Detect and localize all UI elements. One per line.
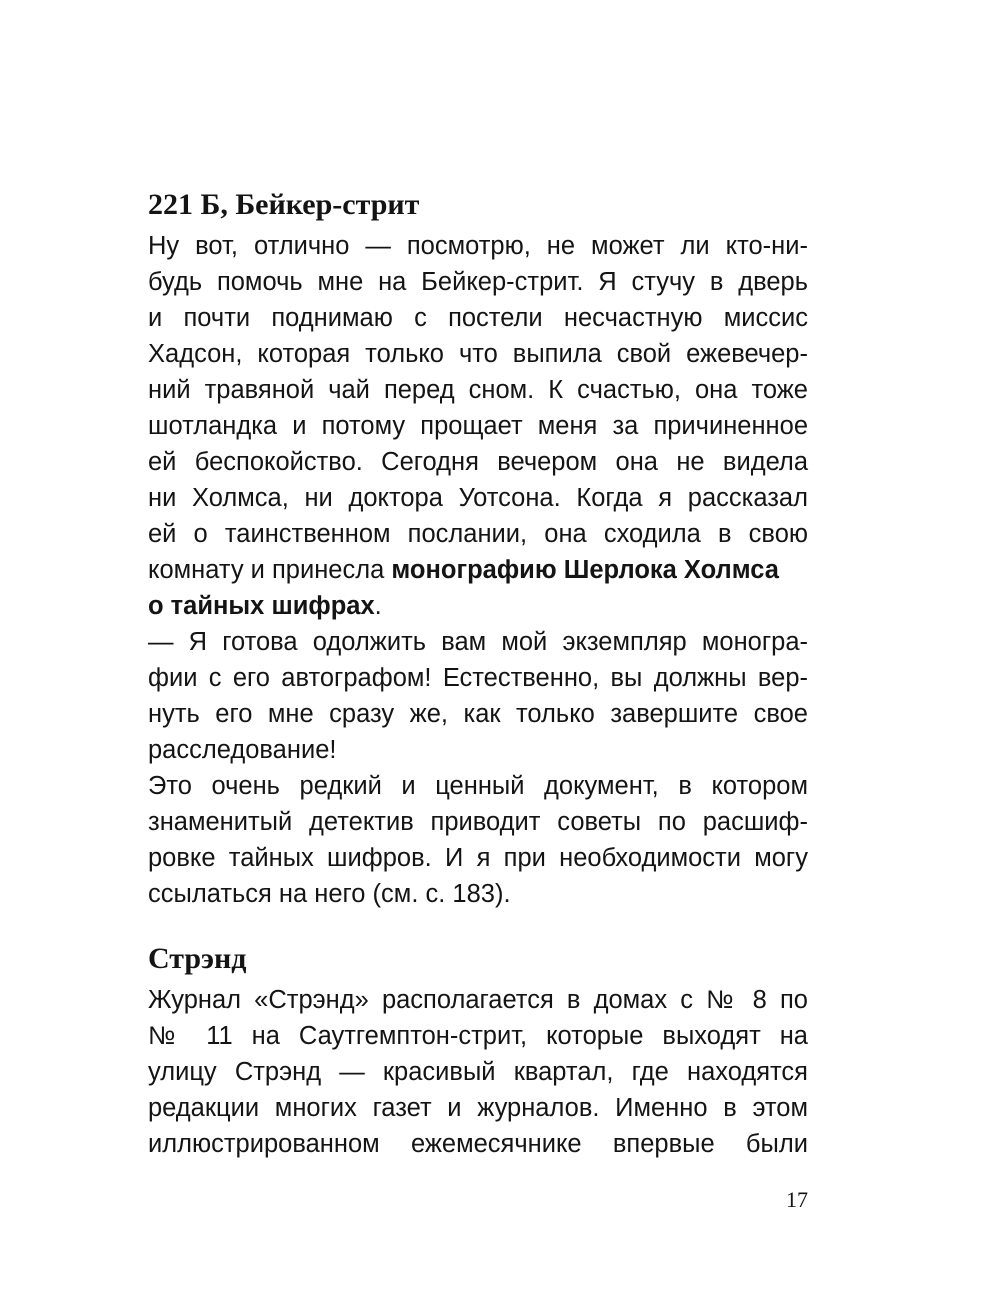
paragraph-line: и почти поднимаю с постели несчастную миссис bbox=[148, 304, 808, 332]
page-number: 17 bbox=[786, 1187, 808, 1212]
paragraph-line: редакции многих газет и журналов. Именно в этом bbox=[148, 1094, 808, 1122]
paragraph-line bbox=[148, 552, 808, 588]
paragraph-line: Ну вот, отлично — посмотрю, не может ли кто-ни- bbox=[148, 232, 808, 260]
dialogue-line: расследование! bbox=[148, 736, 337, 764]
paragraph-line: № 11 на Саутгемптон-стрит, которые выходят на bbox=[148, 1022, 808, 1050]
paragraph-line: ей беспокойство. Сегодня вечером она не видела bbox=[148, 448, 808, 476]
paragraph-line: улицу Стрэнд — красивый квартал, где находятся bbox=[148, 1058, 808, 1086]
paragraph-line: будь помочь мне на Бейкер-стрит. Я стучу в дверь bbox=[148, 268, 808, 296]
paragraph-line: Журнал «Стрэнд» располагается в домах с № 8 по bbox=[148, 986, 808, 1014]
bold-emphasis: монографию Шерлока Холмса bbox=[391, 556, 779, 584]
dialogue-line: нуть его мне сразу же, как только завершите свое bbox=[148, 700, 808, 728]
plain-text: . bbox=[374, 592, 382, 620]
paragraph-line: Это очень редкий и ценный документ, в котором bbox=[148, 772, 808, 800]
section-heading-strand: Стрэнд bbox=[148, 942, 247, 975]
paragraph-line: ни Холмса, ни доктора Уотсона. Когда я рассказал bbox=[148, 484, 808, 512]
paragraph-line: ссылаться на него (см. с. 183). bbox=[148, 880, 511, 908]
dialogue-line: — Я готова одолжить вам мой экземпляр моногра- bbox=[148, 628, 808, 656]
paragraph-line: ей о таинственном послании, она сходила в свою bbox=[148, 520, 808, 548]
paragraph-line bbox=[148, 588, 808, 624]
bold-emphasis: о тайных шифрах bbox=[148, 592, 375, 620]
paragraph-line: иллюстрированном ежемесячнике впервые были bbox=[148, 1130, 808, 1158]
paragraph-line: знаменитый детектив приводит советы по расшиф- bbox=[148, 808, 808, 836]
paragraph-line: ний травяной чай перед сном. К счастью, она тоже bbox=[148, 376, 808, 404]
dialogue-line: фии с его автографом! Естественно, вы должны вер- bbox=[148, 664, 808, 692]
section-heading-baker-street: 221 Б, Бейкер-стрит bbox=[148, 188, 420, 221]
paragraph-line: Хадсон, которая только что выпила свой ежевечер- bbox=[148, 340, 808, 368]
paragraph-line: шотландка и потому прощает меня за причиненное bbox=[148, 412, 808, 440]
paragraph-line: ровке тайных шифров. И я при необходимости могу bbox=[148, 844, 808, 872]
plain-text: комнату и принесла bbox=[148, 556, 392, 584]
